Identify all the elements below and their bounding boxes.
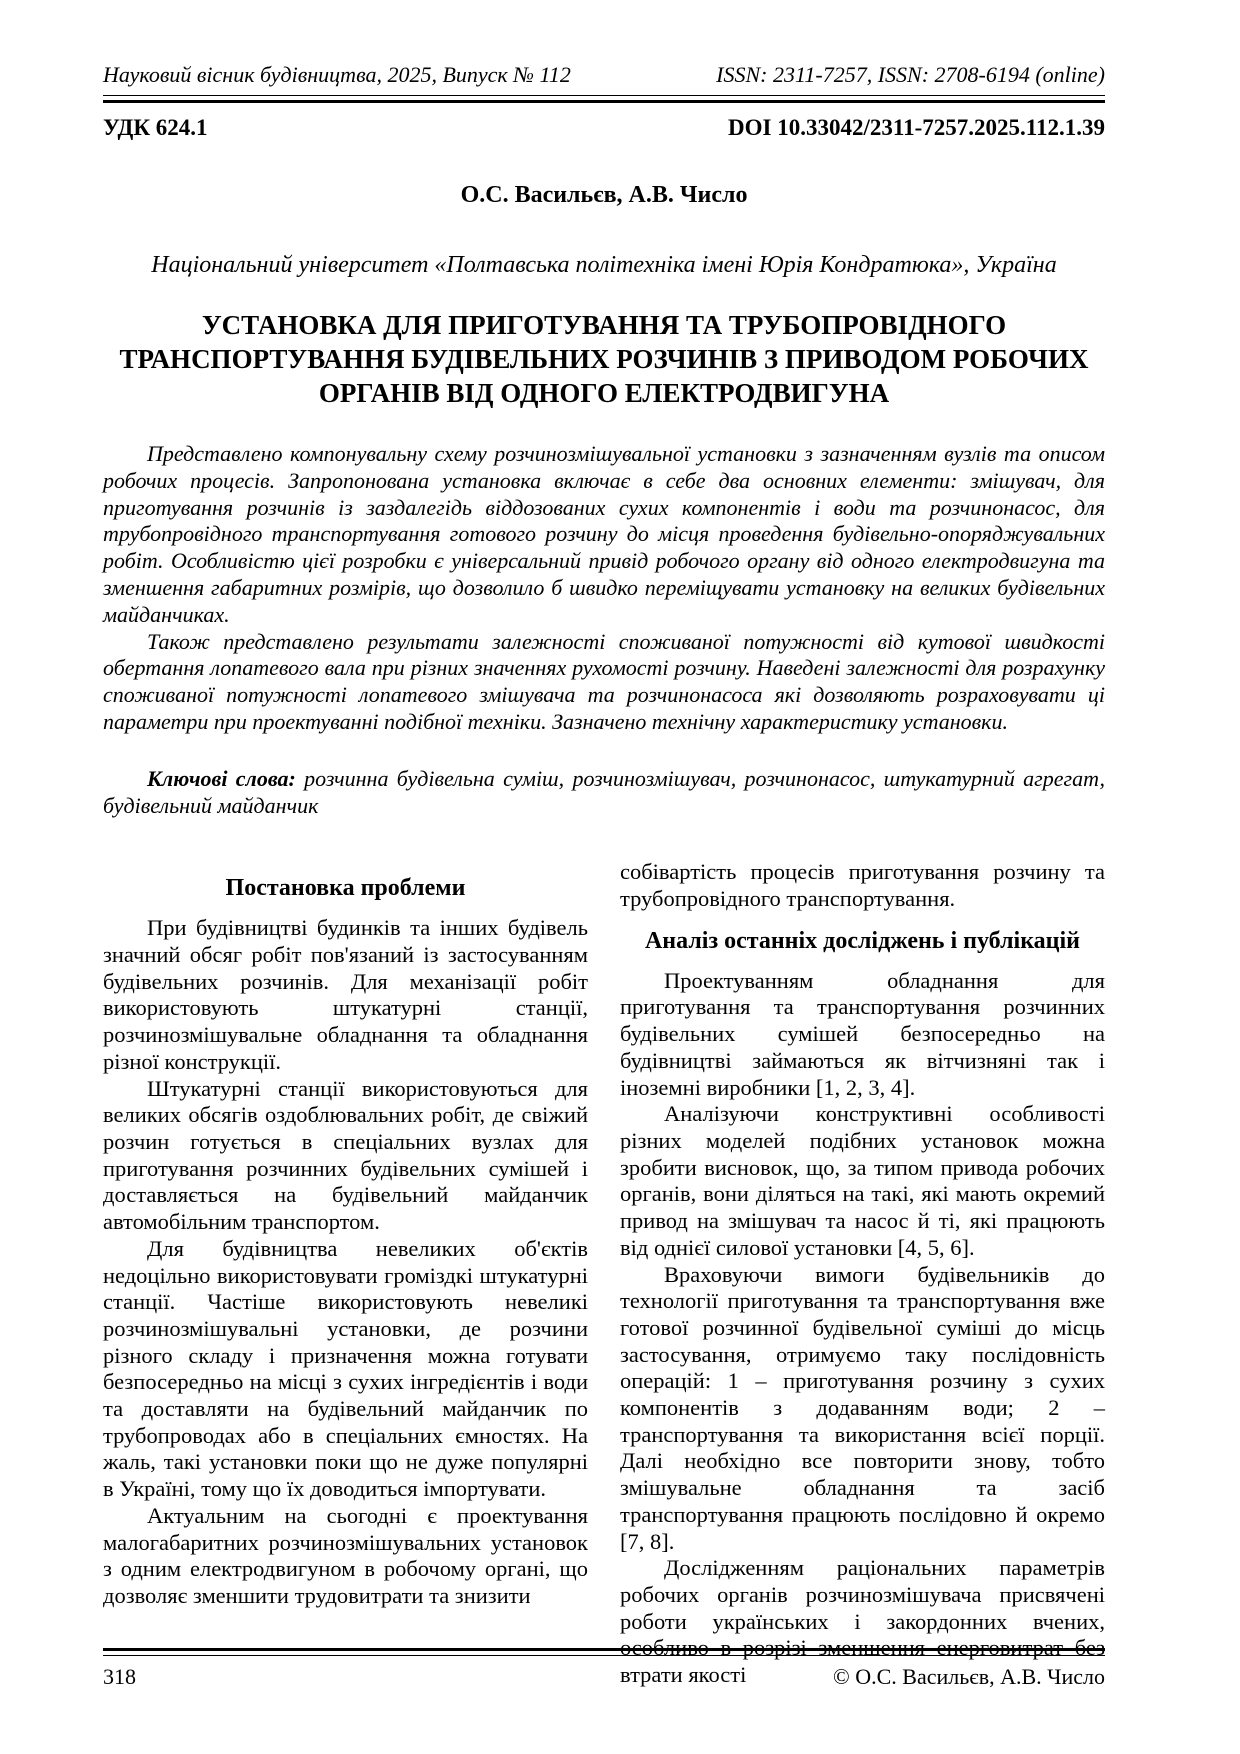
left-paragraph-1: При будівництві будинків та інших будівель значний обсяг робіт пов'язаний із застосуванням будівельних розчинів. Для механізації робіт використовують штукатурні станції, розчинозмішувальне обладнання та обладнання різної конструкції. (103, 915, 588, 1074)
abstract-paragraph-1: Представлено компонувальну схему розчинозмішувальної установки з зазначенням вузлів та описом робочих процесів. Запропонована установка включає в себе два основних елементи: змішувач, для приготування розчинів із заздалегідь віддозованих сухих компонентів і води та розчинонасос, для трубопровідного транспортування готового розчину до місця проведення будівельно-опоряджувальних робіт. Особливістю цієї розробки є універсальний привід робочого органу від одного електродвигуна та зменшення габаритних розмірів, що дозволило б швидко переміщувати установку на великих будівельних майданчиках. (103, 441, 1105, 627)
header-double-rule (103, 95, 1105, 103)
right-continuation-paragraph: собівартість процесів приготування розчину та трубопровідного транспортування. (620, 859, 1105, 912)
running-head (103, 0, 1105, 88)
udc-doi-row (103, 114, 1105, 141)
abstract-paragraph-2: Також представлено результати залежності споживаної потужності від кутової швидкості обертання лопатевого вала при різних значеннях рухомості розчину. Наведені залежності для розрахунку споживаної потужності лопатевого змішувача та розчинонасоса які дозволяють розраховувати ці параметри при проектуванні подібної техніки. Зазначено технічну характеристику установки. (103, 628, 1105, 734)
right-column (620, 859, 1105, 1688)
article-title-line-2: ТРАНСПОРТУВАННЯ БУДІВЕЛЬНИХ РОЗЧИНІВ З ПРИВОДОМ РОБОЧИХ (119, 344, 1089, 374)
left-paragraph-3: Для будівництва невеликих об'єктів недоцільно використовувати громіздкі штукатурні станції. Частіше використовують невеликі розчинозмішувальні установки, де розчини різного складу і призначення можна готувати безпосередньо на місці з сухих інгредієнтів і води та доставляти на будівельний майданчик по трубопроводах або в спеціальних ємностях. На жаль, такі установки поки що не дуже популярні в Україні, тому що їх доводиться імпортувати. (103, 1235, 588, 1502)
left-paragraph-4: Актуальним на сьогодні є проектування малогабаритних розчинозмішувальних установок з одним електродвигуном в робочому органі, що дозволяє зменшити трудовитрати та знизити (103, 1502, 588, 1608)
keywords-text: розчинна будівельна суміш, розчинозмішувач, розчинонасос, штукатурний агрегат, будівельний майданчик (103, 765, 1106, 818)
article-title-line-1: УСТАНОВКА ДЛЯ ПРИГОТУВАННЯ ТА ТРУБОПРОВІДНОГО (201, 310, 1007, 340)
issn-line: ISSN: 2311-7257, ISSN: 2708-6194 (online) (716, 62, 1105, 87)
authors-line: О.С. Васильєв, А.В. Число (460, 182, 748, 208)
page-number: 318 (103, 1664, 136, 1689)
left-paragraph-2: Штукатурні станції використовуються для великих обсягів оздоблювальних робіт, де свіжий розчин готується в спеціальних вузлах для приготування розчинних будівельних сумішей і доставляється на будівельний майданчик автомобільним транспортом. (103, 1075, 588, 1235)
affiliation-line: Національний університет «Полтавська політехніка імені Юрія Кондратюка», Україна (151, 252, 1057, 278)
right-paragraph-2: Аналізуючи конструктивні особливості різних моделей подібних установок можна зробити висновок, що, за типом привода робочих органів, вони діляться на такі, які мають окремий привод на змішувач та насос й ті, які працюють від однієї силової установки [4, 5, 6]. (620, 1101, 1105, 1260)
udc-number: УДК 624.1 (103, 115, 208, 140)
footer-double-rule (103, 1648, 1105, 1656)
page-footer (103, 1641, 1105, 1690)
article-title-line-3: ОРГАНІВ ВІД ОДНОГО ЕЛЕКТРОДВИГУНА (318, 378, 890, 408)
section-heading-problem: Постановка проблеми (225, 875, 466, 902)
journal-title: Науковий вісник будівництва, 2025, Випуск № 112 (103, 62, 571, 87)
copyright-line: © О.С. Васильєв, А.В. Число (833, 1664, 1105, 1689)
section-heading-analysis: Аналіз останніх досліджень і публікацій (644, 927, 1081, 954)
right-paragraph-1: Проектуванням обладнання для приготування та транспортування розчинних будівельних сумішей безпосередньо на будівництві займаються як вітчизняні так і іноземні виробники [1, 2, 3, 4]. (620, 967, 1105, 1100)
article-title (103, 308, 1105, 410)
right-paragraph-3: Враховуючи вимоги будівельників до технології приготування та транспортування вже готової розчинної будівельної суміші до місць застосування, отримуємо таку послідовність операцій: 1 – приготування розчину з сухих компонентів з додаванням води; 2 – транспортування та використання всієї порції. Далі необхідно все повторити знову, тобто змішувальне обладнання та засіб транспортування працюють послідовно й окремо [7, 8]. (620, 1261, 1105, 1554)
keywords-block (103, 766, 1105, 820)
keywords-label: Ключові слова: (147, 765, 296, 791)
footer-row (103, 1664, 1105, 1690)
right-paragraph-4: Дослідженням раціональних параметрів робочих органів розчинозмішувача присвячені роботи українських і закордонних вчених, особливо в розрізі зменшення енерговитрат без втрати якості (620, 1555, 1105, 1688)
abstract-block (103, 441, 1105, 736)
doi-number: DOI 10.33042/2311-7257.2025.112.1.39 (728, 115, 1105, 140)
left-column (103, 859, 588, 1688)
two-column-body (103, 859, 1105, 1688)
